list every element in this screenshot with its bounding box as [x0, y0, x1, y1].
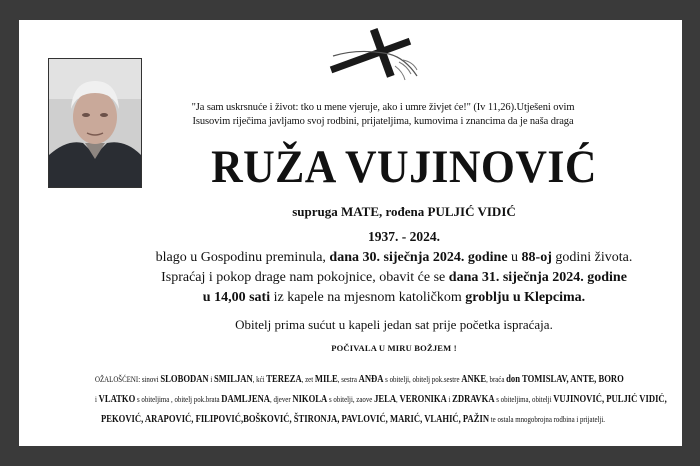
quote-line: "Ja sam uskrsnuće i život: tko u mene vjeruje, ako i umre živjet će!" (Iv 11,26).Utješeni ovim	[191, 102, 575, 113]
mourner-text: te ostala mnogobrojna rodbina i prijatelji.	[489, 415, 606, 424]
mourners-row	[95, 414, 611, 425]
mourner-name: TEREZA	[266, 374, 302, 385]
text-segment: iz kapele na mjesnom katoličkom	[270, 290, 466, 305]
mourner-text: , braća	[486, 375, 507, 384]
mourner-name: MILE	[314, 374, 338, 385]
mourner-name: VUJINOVIĆ, PULJIĆ VIDIĆ,	[553, 394, 667, 405]
cemetery: groblju u Klepcima.	[465, 290, 586, 305]
mourner-name: JELA	[374, 394, 397, 405]
cross-icon	[319, 26, 423, 88]
mourner-text: , sestra	[337, 375, 359, 384]
mourner-text: i	[208, 375, 215, 384]
announcement-line	[99, 250, 689, 266]
mourner-name: don TOMISLAV, ANTE, BORO	[506, 374, 624, 385]
mourner-text: , zet	[301, 375, 315, 384]
scripture-quote	[157, 101, 609, 129]
deceased-name: RUŽA VUJINOVIĆ	[211, 141, 597, 193]
mourner-name: SLOBODAN	[160, 374, 209, 385]
condolence-note: Obitelj prima sućut u kapeli jedan sat prije početka ispraćaja.	[235, 317, 553, 332]
mourner-text: OŽALOŠĆENI:	[95, 375, 142, 384]
mourner-name: VERONIKA	[399, 394, 447, 405]
mourner-name: ANKE	[461, 374, 487, 385]
life-years: 1937. - 2024.	[368, 229, 440, 244]
mourner-name: SMILJAN	[214, 374, 253, 385]
mourner-name: VLATKO	[98, 394, 136, 405]
rip-line: POČIVALA U MIRU BOŽJEM !	[331, 343, 457, 353]
mourner-text: s obiteljima , obitelj pok.brata	[135, 395, 222, 404]
funeral-time: u 14,00 sati	[202, 290, 271, 305]
text-segment: godini života.	[551, 250, 633, 265]
mourners-row	[95, 394, 667, 405]
funeral-line	[99, 270, 689, 286]
text-segment: blago u Gospodinu preminula,	[155, 250, 330, 265]
text-segment: Ispraćaj i pokop drage nam pokojnice, obavit će se	[161, 270, 449, 285]
mourner-name: DAMLJENA	[221, 394, 271, 405]
mourner-name: ANĐA	[358, 374, 384, 385]
mourner-name: PEKOVIĆ, ARAPOVIĆ, FILIPOVIĆ,BOŠKOVIĆ, ŠTIRONJA, PAVLOVIĆ, MARIĆ, VLAHIĆ, PAŽIN	[100, 414, 490, 425]
mourners-row	[95, 374, 624, 385]
mourner-text: s obitelji, obitelj pok.sestre	[383, 375, 462, 384]
mourner-text: i	[95, 395, 99, 404]
deceased-photo	[48, 58, 142, 188]
death-date: dana 30. siječnja 2024. godine	[329, 250, 508, 265]
mourner-text: sinovi	[141, 375, 161, 384]
obituary-card	[19, 20, 682, 446]
mourner-text: s obitelji, zaove	[327, 395, 375, 404]
text-segment: u	[507, 250, 522, 265]
mourner-name: NIKOLA	[292, 394, 328, 405]
funeral-date: dana 31. siječnja 2024. godine	[448, 270, 627, 285]
mourner-text: s obiteljima, obitelji	[494, 395, 554, 404]
mourner-text: i	[446, 395, 453, 404]
age: 88-oj	[521, 250, 552, 265]
funeral-place-line	[99, 290, 689, 306]
mourner-text: ,	[396, 395, 400, 404]
quote-line: Isusovim riječima javljamo svoj rodbini, prijateljima, kumovima i znancima da je naša draga	[192, 116, 574, 127]
mourner-name: ZDRAVKA	[452, 394, 495, 405]
spouse-line: supruga MATE, rođena PULJIĆ VIDIĆ	[292, 204, 516, 219]
mourner-text: , kći	[252, 375, 267, 384]
mourner-text: , djever	[270, 395, 293, 404]
